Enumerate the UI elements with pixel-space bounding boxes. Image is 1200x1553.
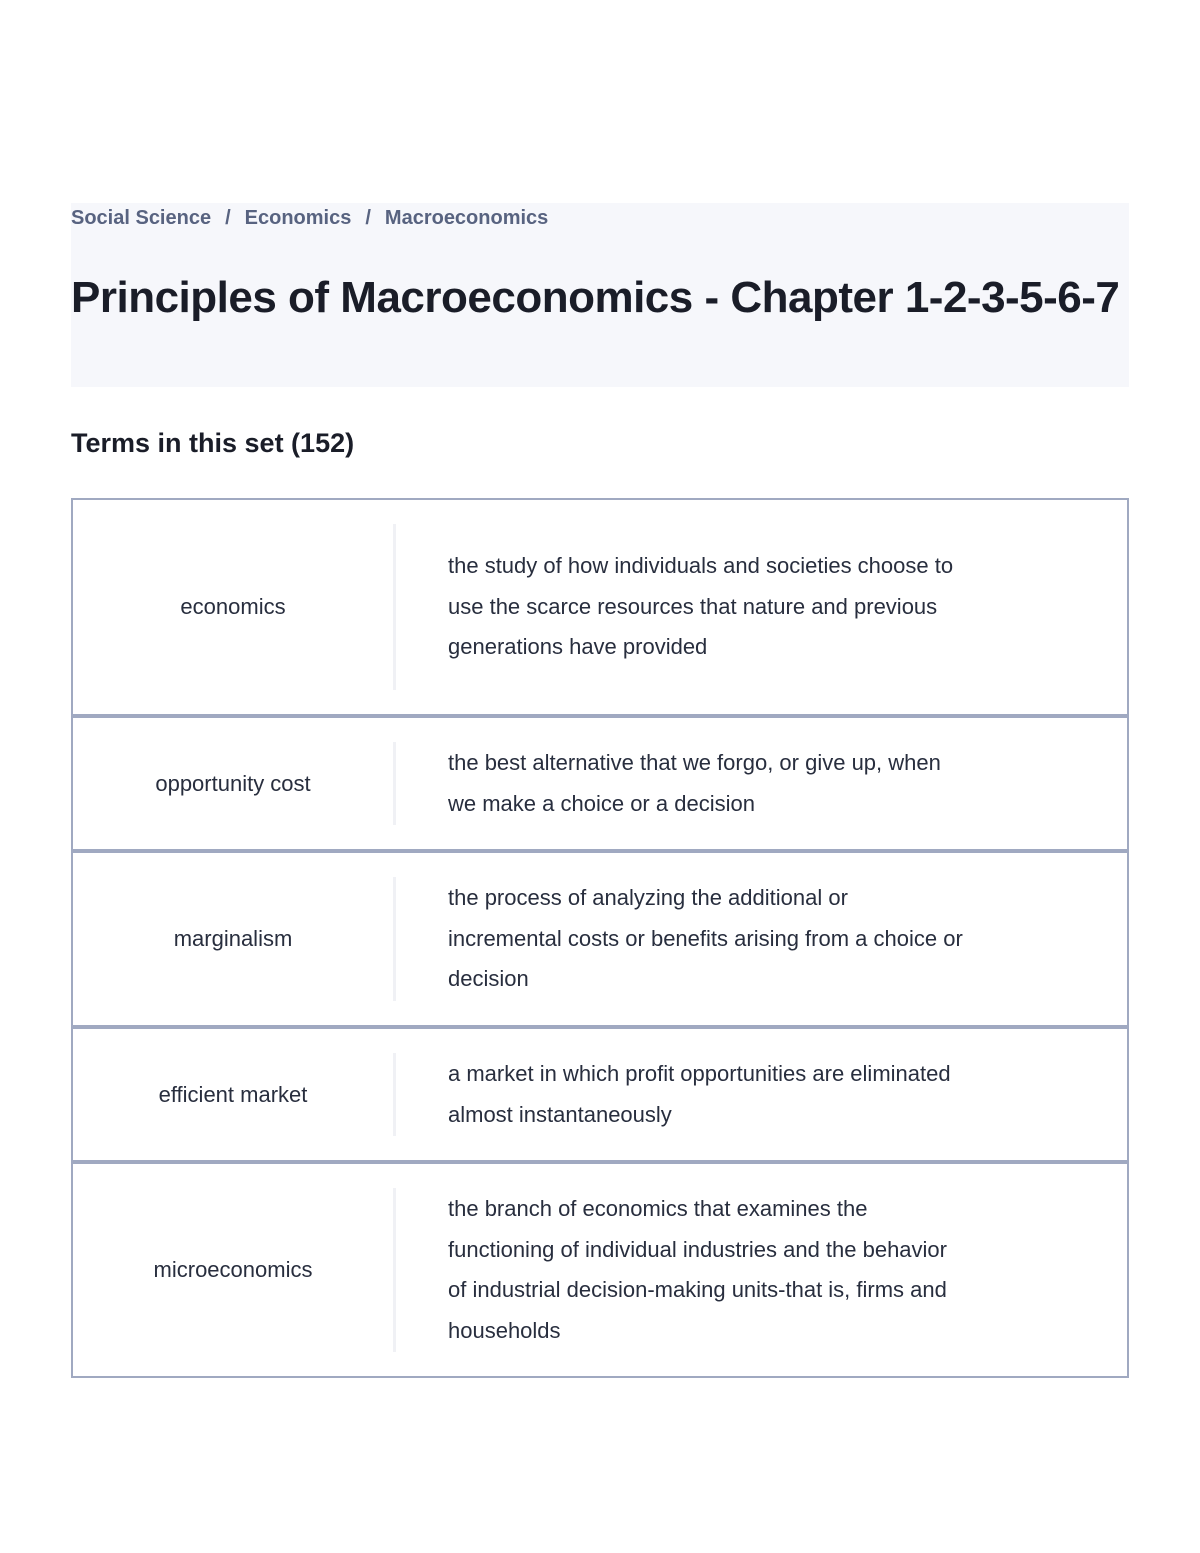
term-label: marginalism (173, 926, 293, 951)
term-label: efficient market (158, 1081, 308, 1107)
page-title: Principles of Macroeconomics - Chapter 1-2-3-5-6-7 (71, 273, 1120, 322)
term-label: opportunity cost (155, 770, 311, 796)
term-definition: the best alternative that we forgo, or give up, when we make a choice or a decision (448, 750, 941, 816)
breadcrumb-item-economics[interactable]: Economics (244, 207, 352, 229)
terms-heading: Terms in this set (152) (71, 428, 355, 458)
term-definition: the process of analyzing the additional or incremental costs or benefits arising from a choice or decision (448, 885, 963, 992)
breadcrumb-separator: / (365, 207, 371, 229)
term-label: microeconomics (153, 1257, 313, 1282)
term-definition: a market in which profit opportunities are eliminated almost instantaneously (448, 1061, 951, 1127)
term-label: economics (180, 594, 286, 619)
term-definition: the branch of economics that examines the functioning of individual industries and the behavior of industrial decision-making units-that is, firms and households (448, 1196, 947, 1343)
term-row (71, 1160, 1129, 1378)
term-row (71, 1025, 1129, 1162)
term-row (71, 498, 1129, 716)
term-row (71, 714, 1129, 851)
breadcrumb-item-macroeconomics[interactable]: Macroeconomics (384, 207, 549, 229)
breadcrumb-separator: / (225, 207, 231, 229)
header-block (71, 203, 1129, 387)
terms-table (71, 498, 1129, 1378)
term-definition: the study of how individuals and societies choose to use the scarce resources that nature and previous generations have provided (448, 553, 954, 660)
breadcrumb (71, 207, 548, 230)
term-row (71, 849, 1129, 1027)
breadcrumb-item-social-science[interactable]: Social Science (71, 207, 212, 229)
